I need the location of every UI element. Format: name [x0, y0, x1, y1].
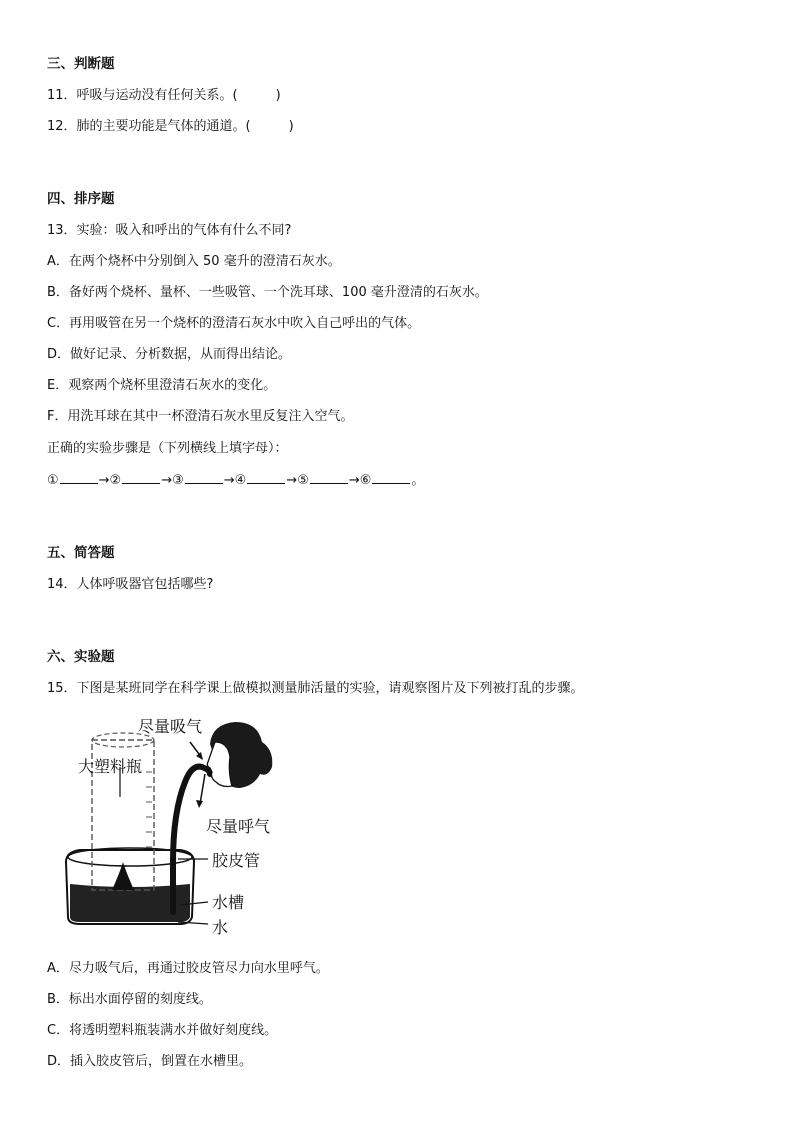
label-bottle: 大塑料瓶	[78, 757, 143, 776]
option-c: C．再用吸管在另一个烧杯的澄清石灰水中吹入自己呼出的气体。	[47, 316, 421, 331]
step-marker: →④	[223, 473, 247, 488]
option-b: B．备好两个烧杯、量杯、一些吸管、一个洗耳球、100 毫升澄清的石灰水。	[47, 285, 488, 300]
question-11-text: 11．呼吸与运动没有任何关系。(	[47, 88, 238, 103]
step-marker: →⑥	[348, 473, 372, 488]
label-water: 水	[212, 918, 229, 937]
option-15-b: B．标出水面停留的刻度线。	[47, 992, 212, 1007]
exhale-arrow-head	[196, 800, 203, 808]
answer-blank-5[interactable]	[310, 471, 348, 484]
answer-blank-6[interactable]	[372, 471, 410, 484]
label-trough: 水槽	[212, 893, 245, 912]
answer-prompt: 正确的实验步骤是（下列横线上填字母）：	[47, 441, 288, 456]
answer-blank-3[interactable]	[185, 471, 223, 484]
question-12-text: 12．肺的主要功能是气体的通道。(	[47, 119, 251, 134]
label-inhale: 尽量吸气	[138, 717, 203, 736]
question-15: 15．下图是某班同学在科学课上做模拟测量肺活量的实验，请观察图片及下列被打乱的步骤。	[47, 681, 584, 696]
question-11-close: )	[275, 88, 281, 103]
section-4-heading: 四、排序题	[47, 191, 115, 207]
option-15-c: C．将透明塑料瓶装满水并做好刻度线。	[47, 1023, 278, 1038]
answer-blank-1[interactable]	[60, 471, 98, 484]
question-11	[47, 87, 281, 105]
step-marker: →②	[98, 473, 122, 488]
option-15-d: D．插入胶皮管后，倒置在水槽里。	[47, 1054, 253, 1069]
option-d: D．做好记录、分析数据，从而得出结论。	[47, 347, 292, 362]
option-e: E．观察两个烧杯里澄清石灰水的变化。	[47, 378, 277, 393]
answer-sequence	[47, 471, 424, 490]
label-exhale: 尽量呼气	[206, 817, 271, 836]
answer-blank-4[interactable]	[247, 471, 285, 484]
question-14: 14．人体呼吸器官包括哪些?	[47, 577, 214, 592]
person-ponytail	[260, 742, 272, 775]
lung-capacity-figure	[60, 712, 290, 942]
question-12	[47, 118, 294, 136]
answer-blank-2[interactable]	[122, 471, 160, 484]
step-marker: ①	[47, 473, 59, 488]
option-a: A．在两个烧杯中分别倒入 50 毫升的澄清石灰水。	[47, 254, 341, 269]
option-f: F．用洗耳球在其中一杯澄清石灰水里反复注入空气。	[47, 409, 354, 424]
section-6-heading: 六、实验题	[47, 649, 115, 665]
section-5-heading: 五、简答题	[47, 545, 115, 561]
section-3-heading: 三、判断题	[47, 56, 115, 72]
question-13: 13．实验：吸入和呼出的气体有什么不同?	[47, 223, 292, 238]
step-marker: →③	[161, 473, 184, 488]
inhale-arrow-head	[196, 752, 203, 760]
option-15-a: A．尽力吸气后，再通过胶皮管尽力向水里呼气。	[47, 961, 329, 976]
step-marker: →⑤	[286, 473, 309, 488]
sequence-end: 。	[411, 473, 425, 488]
exhale-arrow	[200, 774, 205, 804]
label-tube: 胶皮管	[212, 851, 261, 870]
question-12-close: )	[288, 119, 294, 134]
